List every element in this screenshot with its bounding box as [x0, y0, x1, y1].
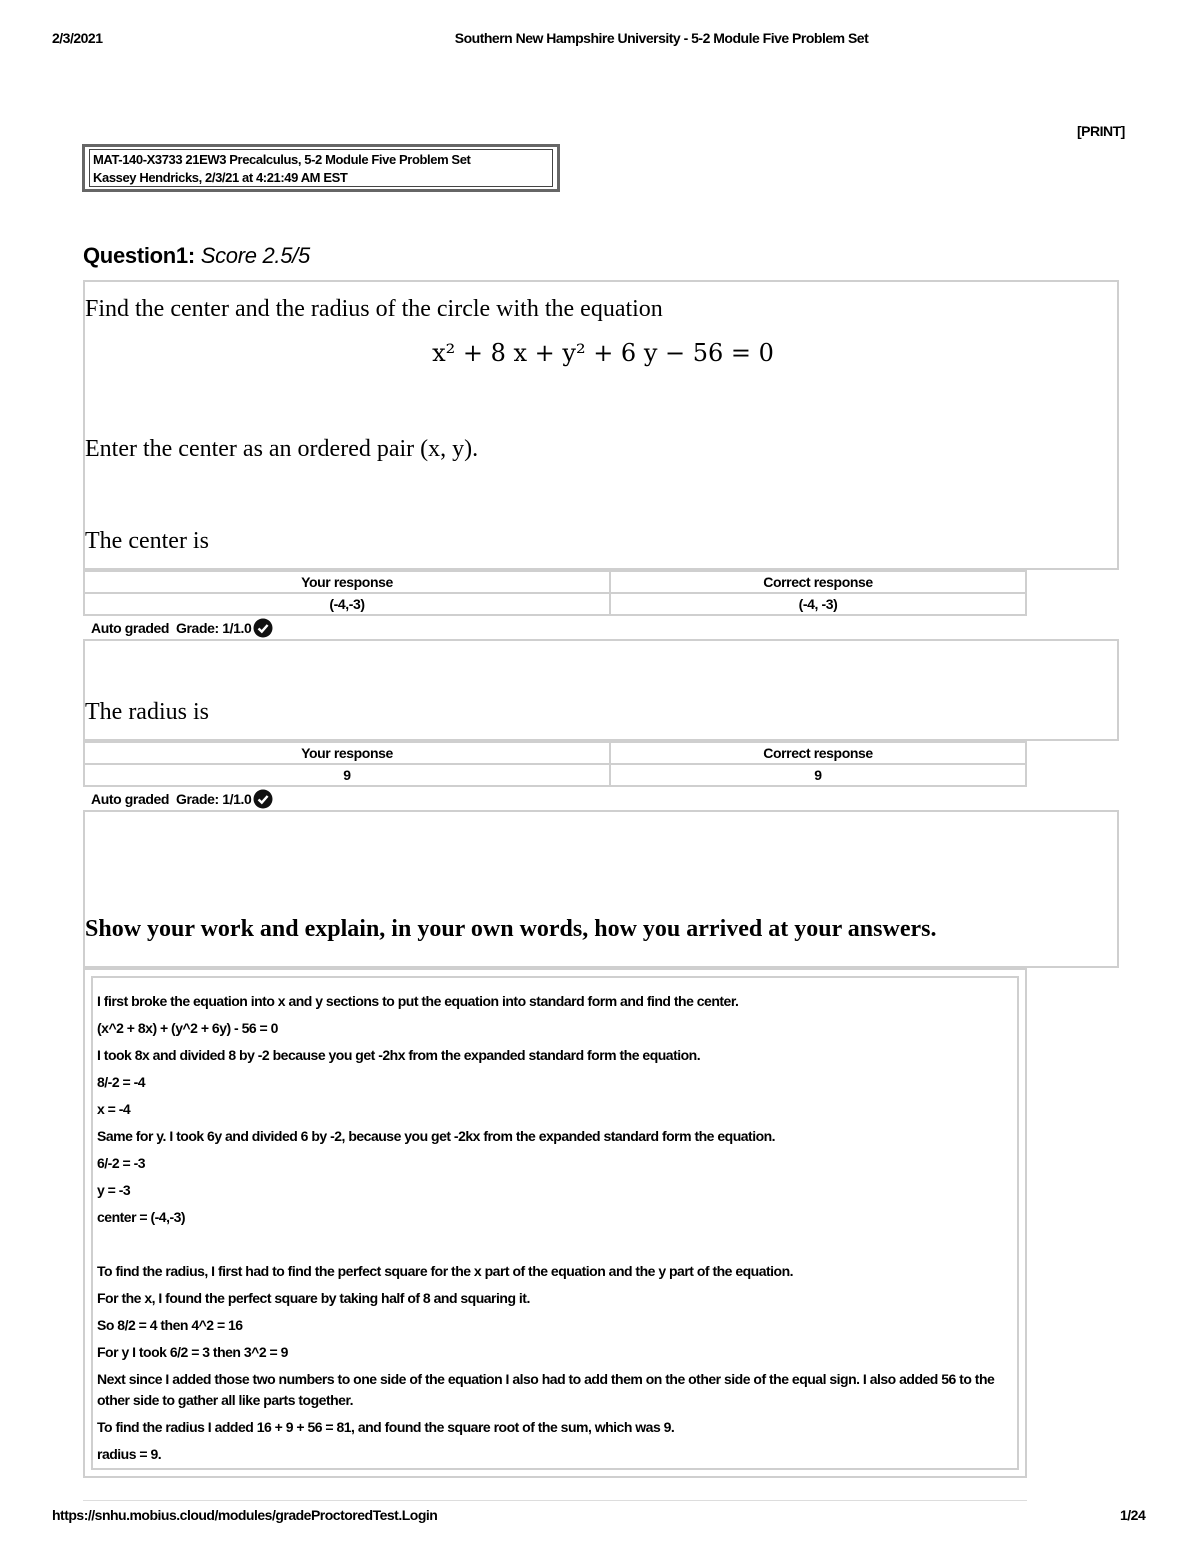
work-line: 6/-2 = -3 — [97, 1155, 146, 1171]
radius-your-response: 9 — [84, 764, 610, 786]
circle-equation: x² + 8 x + y² + 6 y − 56 = 0 — [432, 339, 774, 367]
radius-correct-response: 9 — [610, 764, 1026, 786]
question-label: Question1: — [83, 243, 195, 268]
footer-divider — [83, 1500, 1027, 1501]
work-line: 8/-2 = -4 — [97, 1074, 146, 1090]
work-line: To find the radius, I first had to find the perfect square for the x part of the equation and the y part of the equation. — [97, 1263, 794, 1279]
work-line: I took 8x and divided 8 by -2 because you get -2hx from the expanded standard form the equation. — [97, 1047, 701, 1063]
radius-grade — [91, 789, 273, 809]
radius-prompt-panel — [83, 639, 1119, 741]
question-heading — [83, 243, 310, 269]
course-info-box — [82, 144, 560, 192]
work-line: So 8/2 = 4 then 4^2 = 16 — [97, 1317, 243, 1333]
work-line — [97, 1231, 1013, 1258]
center-grade — [91, 618, 273, 638]
correct-response-header: Correct response — [610, 742, 1026, 764]
page-number: 1/24 — [1120, 1507, 1146, 1523]
work-answer-text — [91, 976, 1019, 1470]
footer-url: https://snhu.mobius.cloud/modules/gradeProctoredTest.Login — [52, 1507, 438, 1523]
work-answer-box — [83, 968, 1027, 1478]
work-line: radius = 9. — [97, 1446, 162, 1462]
radius-response-table — [83, 741, 1027, 787]
correct-check-icon — [253, 789, 273, 809]
student-submission-info: Kassey Hendricks, 2/3/21 at 4:21:49 AM EST — [93, 170, 348, 185]
work-line: y = -3 — [97, 1182, 131, 1198]
course-title: MAT-140-X3733 21EW3 Precalculus, 5-2 Module Five Problem Set — [93, 152, 471, 167]
question-prompt: Find the center and the radius of the circle with the equation — [85, 296, 663, 322]
page-header-title: Southern New Hampshire University - 5-2 Module Five Problem Set — [454, 30, 869, 46]
question-prompt-panel — [83, 280, 1119, 570]
work-line: Same for y. I took 6y and divided 6 by -2, because you get -2kx from the expanded standard form the equation. — [97, 1128, 776, 1144]
center-label: The center is — [85, 528, 209, 554]
work-prompt-panel — [83, 810, 1119, 968]
work-line: For the x, I found the perfect square by taking half of 8 and squaring it. — [97, 1290, 530, 1306]
work-line: I first broke the equation into x and y sections to put the equation into standard form and find the center. — [97, 993, 739, 1009]
print-date: 2/3/2021 — [52, 30, 103, 46]
print-link[interactable]: [PRINT] — [1077, 123, 1125, 139]
your-response-header: Your response — [84, 571, 610, 593]
center-response-table — [83, 570, 1027, 616]
question-score: Score 2.5/5 — [200, 243, 310, 268]
work-line: For y I took 6/2 = 3 then 3^2 = 9 — [97, 1344, 288, 1360]
work-line: x = -4 — [97, 1101, 131, 1117]
center-grade-text: Auto graded Grade: 1/1.0 — [91, 620, 252, 636]
work-line: Next since I added those two numbers to one side of the equation I also had to add them on the other side of the equal sign. I also added 56 to the other side to gather all like parts together. — [97, 1371, 995, 1408]
radius-label: The radius is — [85, 699, 209, 725]
your-response-header: Your response — [84, 742, 610, 764]
center-instruction: Enter the center as an ordered pair (x, y). — [85, 436, 479, 462]
work-line: To find the radius I added 16 + 9 + 56 = 81, and found the square root of the sum, which was 9. — [97, 1419, 675, 1435]
work-prompt: Show your work and explain, in your own words, how you arrived at your answers. — [85, 916, 937, 942]
radius-grade-text: Auto graded Grade: 1/1.0 — [91, 791, 252, 807]
correct-check-icon — [253, 618, 273, 638]
work-line: center = (-4,-3) — [97, 1209, 186, 1225]
center-correct-response: (-4, -3) — [610, 593, 1026, 615]
center-your-response: (-4,-3) — [84, 593, 610, 615]
correct-response-header: Correct response — [610, 571, 1026, 593]
work-line: (x^2 + 8x) + (y^2 + 6y) - 56 = 0 — [97, 1020, 278, 1036]
